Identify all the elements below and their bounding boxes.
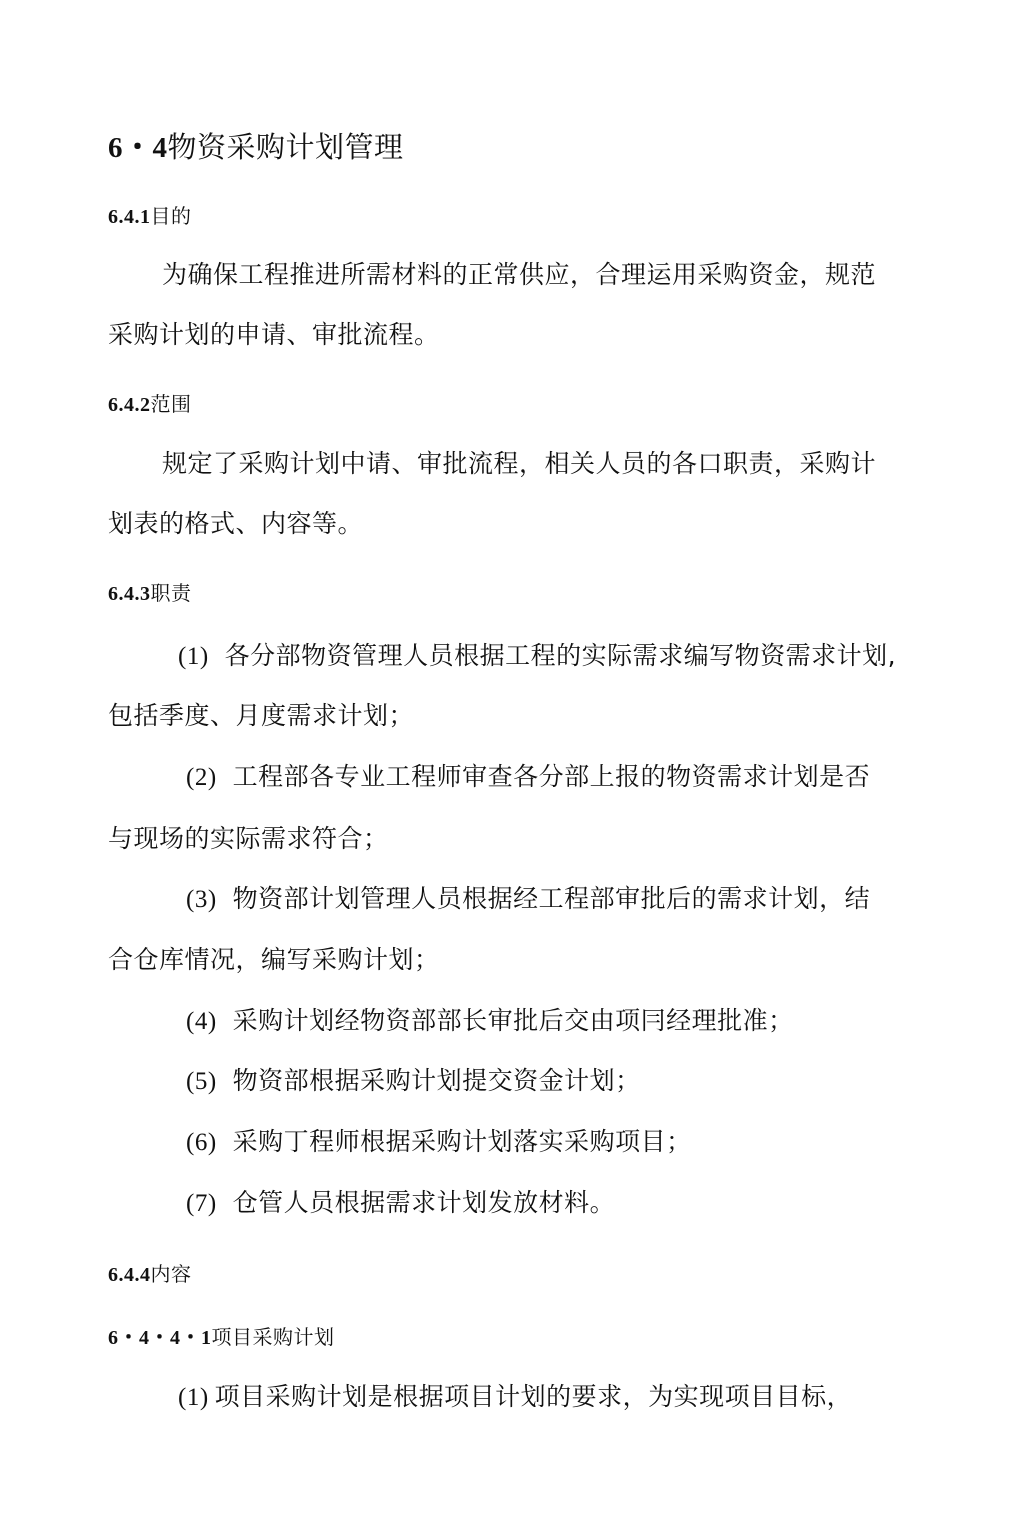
duty-text: 工程部各专业工程师审查各分部上报的物资需求计划是否 <box>232 762 871 791</box>
duty-marker: (7) <box>186 1190 217 1217</box>
scope-paragraph-line: 规定了采购计划中请、审批流程，相关人员的各口职责，采购计 <box>162 449 877 478</box>
duty-item <box>186 760 870 795</box>
duty-continuation: 与现场的实际需求符合； <box>108 824 389 853</box>
subsection-title: 范围 <box>150 392 192 416</box>
subsection-number: 6.4.3 <box>108 583 151 605</box>
section-number: 6・4 <box>108 132 168 164</box>
procurement-plan-item <box>178 1380 852 1415</box>
subsection-heading-purpose <box>108 202 192 231</box>
subsubsection-number: 6・4・4・1 <box>108 1327 212 1349</box>
subsection-number: 6.4.2 <box>108 394 151 416</box>
subsection-title: 目的 <box>150 204 192 228</box>
duty-text: 采购计划经物资部部长审批后交由项冃经理批准； <box>232 1006 794 1035</box>
duty-marker: (5) <box>186 1068 217 1095</box>
duty-text: 仓管人员根据需求计划发放材料。 <box>232 1188 616 1217</box>
item-marker: (1) <box>178 1384 209 1411</box>
subsubsection-title: 项目采购计划 <box>211 1325 335 1349</box>
section-title-text: 物资采购计划管理 <box>167 130 404 164</box>
duty-marker: (4) <box>186 1008 217 1035</box>
duty-item <box>186 1125 692 1160</box>
duty-marker: (1) <box>178 643 209 670</box>
subsection-heading-duties <box>108 579 192 608</box>
subsubsection-heading-procurement-plan <box>108 1323 335 1352</box>
duty-item <box>186 1186 615 1221</box>
duty-text: 各分部物资管理人员根据工程的实际需求编写物资需求计划, <box>224 641 897 670</box>
duty-marker: (6) <box>186 1129 217 1156</box>
purpose-paragraph-line: 采购计划的申请、审批流程。 <box>108 320 440 349</box>
duty-text: 物资部根据采购计划提交资金计划； <box>232 1066 641 1095</box>
duty-item <box>186 882 870 917</box>
subsection-title: 职责 <box>150 581 192 605</box>
duty-item <box>178 639 896 674</box>
duty-item <box>186 1064 641 1099</box>
subsection-number: 6.4.4 <box>108 1264 151 1286</box>
purpose-paragraph-line: 为确保工程推进所需材料的正常供应，合理运用采购资金，规范 <box>162 260 877 289</box>
subsection-title: 内容 <box>150 1262 192 1286</box>
scope-paragraph-line: 划表的格式、内容等。 <box>108 509 364 538</box>
duty-marker: (2) <box>186 764 217 791</box>
duty-continuation: 包括季度、月度需求计划； <box>108 701 415 730</box>
subsection-number: 6.4.1 <box>108 206 151 228</box>
duty-item <box>186 1004 794 1039</box>
duty-text: 物资部计划管理人员根据经工程部审批后的需求计划，结 <box>232 884 871 913</box>
section-title <box>108 128 404 167</box>
item-text: 项目采购计划是根据项目计划的要求，为实现项目目标， <box>214 1382 853 1411</box>
duty-continuation: 合仓库情况，编写采购计划； <box>108 945 440 974</box>
duty-marker: (3) <box>186 886 217 913</box>
duty-text: 采购丁程师根据采购计划落实采购项目； <box>232 1127 692 1156</box>
subsection-heading-content <box>108 1260 192 1289</box>
subsection-heading-scope <box>108 390 192 419</box>
